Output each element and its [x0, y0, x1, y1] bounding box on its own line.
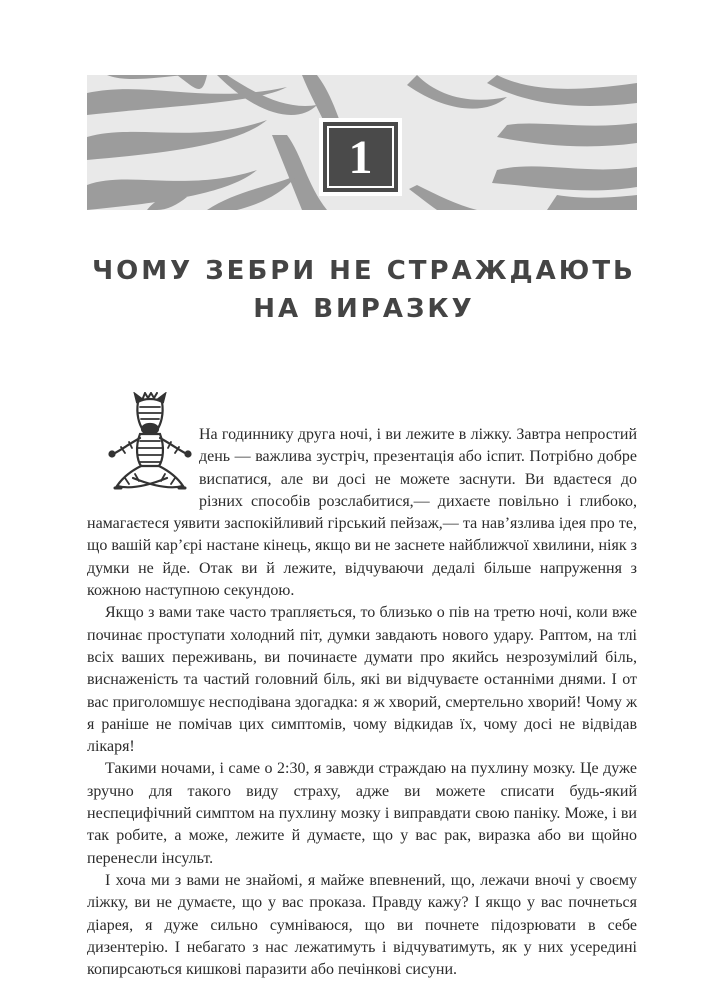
chapter-title-line-1: ЧОМУ ЗЕБРИ НЕ СТРАЖДАЮТЬ: [92, 256, 636, 286]
chapter-title-line-2: НА ВИРАЗКУ: [253, 294, 475, 324]
chapter-number: 1: [323, 122, 398, 192]
paragraph: І хоча ми з вами не знайомі, я майже впевнений, що, лежачи вночі у своєму ліжку, ви не думаєте, що у вас проказа. Правду кажу? І якщо у вас почнеться діарея, я дуже сильно сумніваюся, що ви почнете підозрювати в себе дизентерію. І небагато з нас лежатимуть і відчуватимуть, як у них усередині копирсаються кишкові паразити або печінкові сисуни.: [87, 871, 637, 979]
body-text: [87, 424, 637, 981]
paragraph: Якщо з вами таке часто трапляється, то близько о пів на третю ночі, коли вже починає проступати холодний піт, думки завдають нового удару. Раптом, на тлі всіх ваших переживань, ви починаєте думати про якийсь незрозумілий біль, виснаженість та частий головний біль, які ви відчуваєте останніми днями. І от вас приголомшує несподівана здогадка: я ж хворий, смертельно хворий! Чому ж я раніше не помічав цих симптомів, чому відкидав їх, чому досі не відвідав лікаря!: [87, 604, 637, 756]
chapter-number-box: [319, 118, 402, 196]
paragraph: Такими ночами, і саме о 2:30, я завжди страждаю на пухлину мозку. Це дуже зручно для такого виду страху, адже ви можете списати будь-який неспецифічний симптом на пухлину мозку і виправдати свою паніку. Може, і ви так робите, а може, лежите й думаєте, що у вас рак, виразка або ви щойно перенесли інсульт.: [87, 760, 637, 867]
paragraph: На годиннику друга ночі, і ви лежите в ліжку. Завтра непростий день — важлива зустріч, презентація або іспит. Потрібно добре виспатися, але ви досі не можете заснути. Ви вдаєтеся до різних способів розслабитися,— дихаєте повільно і глибоко, намагаєтеся уявити заспокійливий гірський пейзаж,— та нав’язлива ідея про те, що вашій кар’єрі настане кінець, якщо ви не заснете найближчої хвилини, ніяк з думки не йде. Отак ви й лежите, відчуваючи дедалі більше напруження з кожною наступною секундою.: [87, 426, 637, 600]
chapter-banner-zebra-stripes: [87, 75, 637, 210]
chapter-title: [0, 252, 728, 328]
